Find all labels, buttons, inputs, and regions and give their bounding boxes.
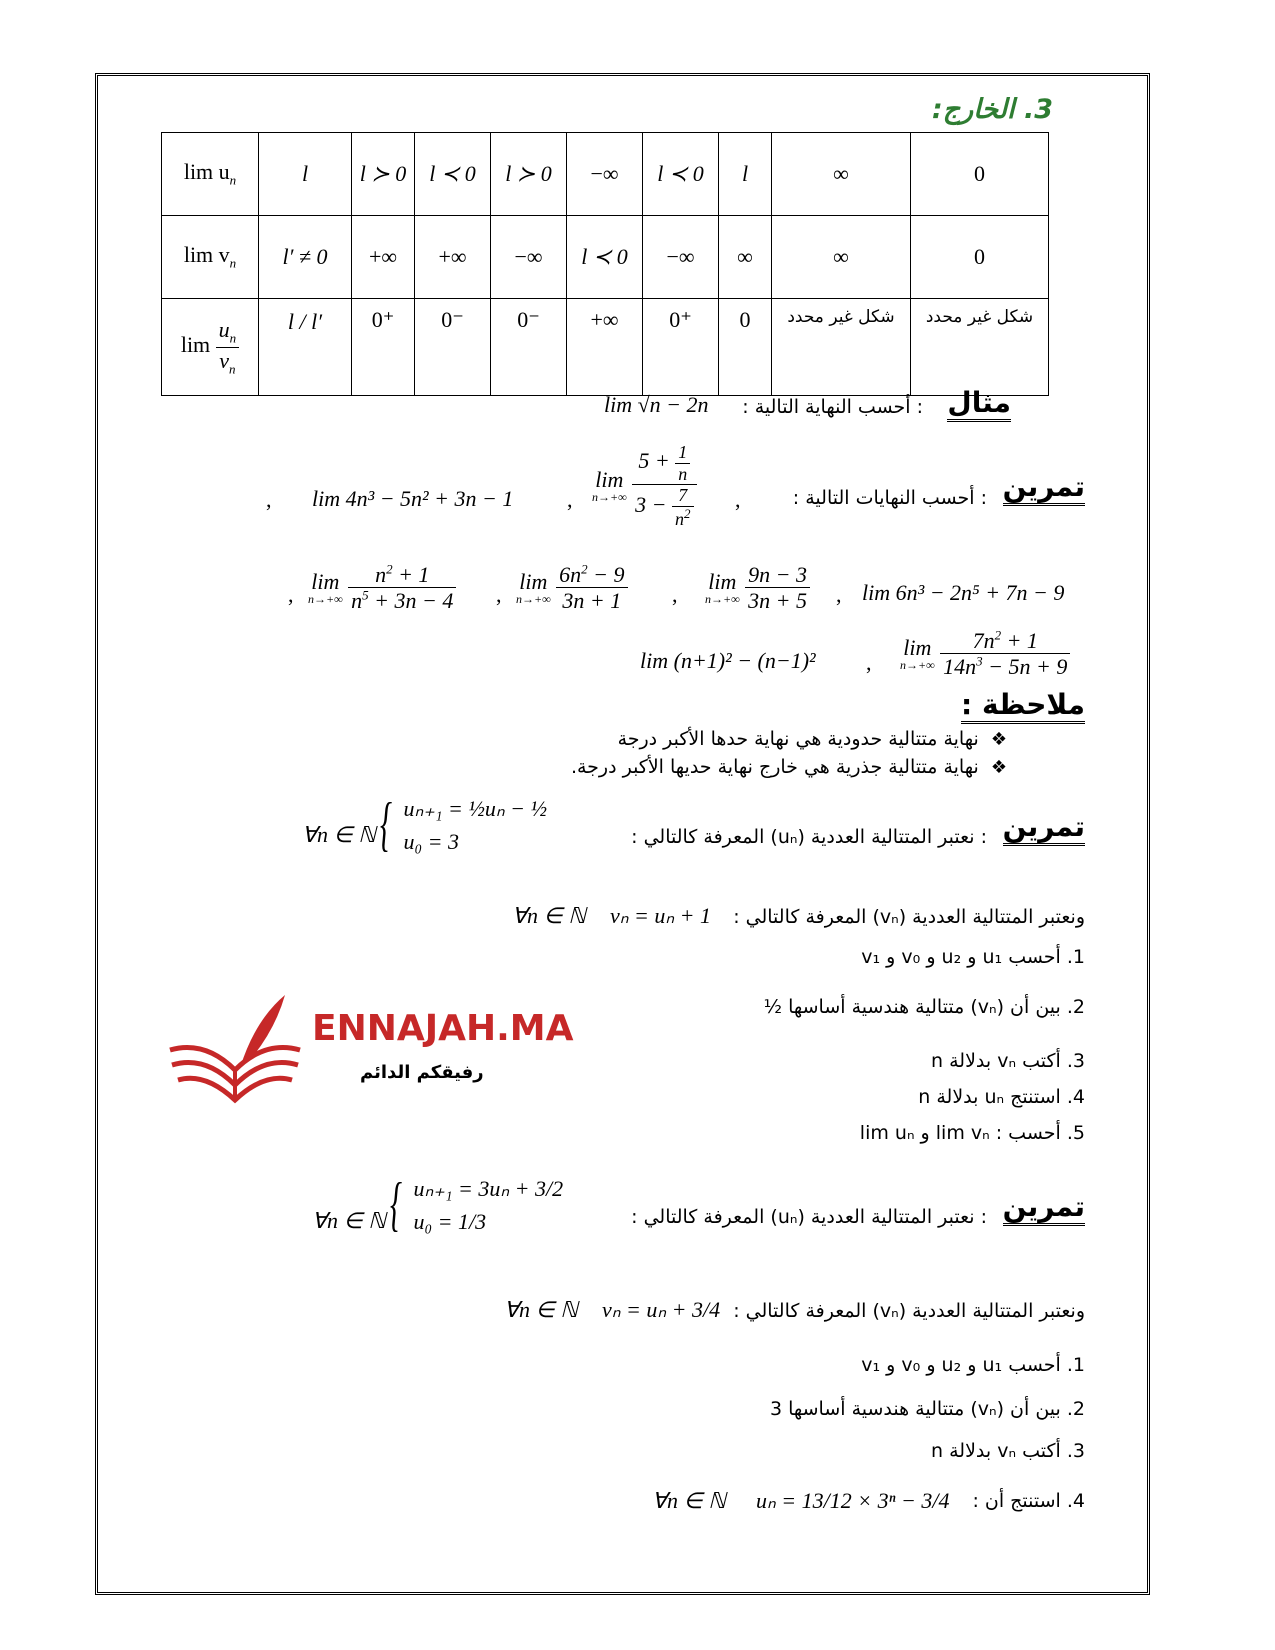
exercise2-question-2: 2. بين أن (vₙ) متتالية هندسية أساسها ½	[763, 996, 1085, 1018]
table-cell: 0	[911, 133, 1049, 216]
table-cell: l′ ≠ 0	[259, 216, 352, 299]
table-row-limit-v	[162, 216, 1049, 299]
table-cell: l ≻ 0	[352, 133, 415, 216]
exercise1-limit-polynomial: lim 4n³ − 5n² + 3n − 1	[312, 486, 514, 511]
exercise3-question-4: 4. استنتج أن :	[972, 1490, 1085, 1512]
note-heading: ملاحظة :	[961, 690, 1085, 724]
example-heading: مثال	[947, 388, 1011, 422]
forall-n: ∀n ∈ ℕ	[302, 822, 376, 847]
exercise1-limit-rational: lim n→+∞ $\frac{9n - 3}{3n + 5}$	[705, 562, 810, 614]
exercise1-limit-rational: lim n→+∞ $\frac{n^2 + 1}{n^5 + 3n - 4}$	[308, 562, 456, 614]
exercise3-system: { uₙ₊₁ = 3uₙ + 3/2 u₀ = 1/3	[390, 1171, 564, 1237]
exercise2-question-5: 5. أحسب : lim vₙ و lim uₙ	[859, 1122, 1085, 1144]
section-title: 3. الخارج:	[931, 94, 1053, 125]
table-cell: +∞	[567, 299, 643, 396]
exercise1-heading: تمرين	[1003, 472, 1085, 506]
quotient-limits-table	[161, 132, 1049, 396]
exercise2-heading: تمرين	[1003, 812, 1085, 846]
diamond-bullet-icon: ❖	[990, 729, 1007, 750]
table-cell: 0⁺	[352, 299, 415, 396]
exercise1-limit-polynomial: lim 6n³ − 2n⁵ + 7n − 9	[862, 580, 1065, 605]
table-cell: ∞	[772, 216, 911, 299]
table-row-limit-quotient	[162, 299, 1049, 396]
comma: ,	[735, 487, 741, 512]
ennajah-logo	[160, 990, 574, 1120]
exercise1-text: : أحسب النهايات التالية :	[792, 487, 987, 509]
forall-n: ∀n ∈ ℕ	[504, 1297, 578, 1322]
comma: ,	[266, 487, 272, 512]
exercise3-question-2: 2. بين أن (vₙ) متتالية هندسية أساسها 3	[769, 1398, 1085, 1420]
exercise3-conclusion-expression: uₙ = 13/12 × 3ⁿ − 3/4	[756, 1488, 950, 1513]
table-cell: l / l′	[259, 299, 352, 396]
table-cell: ∞	[772, 133, 911, 216]
logo-brand: ENNAJAH.MA	[312, 1008, 574, 1049]
table-cell: l	[259, 133, 352, 216]
table-row-limit-u	[162, 133, 1049, 216]
table-cell: 0⁻	[415, 299, 491, 396]
exercise2-question-4: 4. استنتج uₙ بدلالة n	[918, 1086, 1085, 1108]
comma: ,	[567, 487, 573, 512]
exercise2-system: { uₙ₊₁ = ½uₙ − ½ u₀ = 3	[380, 791, 547, 857]
table-cell: −∞	[567, 133, 643, 216]
table-cell: 0⁻	[491, 299, 567, 396]
exercise3-intro: : نعتبر المتتالية العددية (uₙ) المعرفة كالتالي :	[631, 1206, 987, 1228]
exercise2-second-expression: vₙ = uₙ + 1	[610, 903, 711, 928]
table-cell: +∞	[415, 216, 491, 299]
table-cell: ∞	[719, 216, 772, 299]
table-cell: 0	[719, 299, 772, 396]
exercise2-question-1: 1. أحسب u₁ و u₂ و v₀ و v₁	[861, 946, 1085, 968]
row-label-lim-u: $\lim u_n$	[162, 133, 259, 216]
table-cell: 0⁺	[643, 299, 719, 396]
example-text: : أحسب النهاية التالية :	[742, 396, 923, 418]
table-cell: 0	[911, 216, 1049, 299]
exercise3-heading: تمرين	[1003, 1192, 1085, 1226]
forall-n: ∀n ∈ ℕ	[512, 903, 586, 928]
forall-n: ∀n ∈ ℕ	[312, 1208, 386, 1233]
open-book-quill-icon	[160, 990, 310, 1120]
table-cell: +∞	[352, 216, 415, 299]
table-cell: −∞	[491, 216, 567, 299]
comma: ,	[836, 582, 842, 607]
row-label-lim-v: $\lim v_n$	[162, 216, 259, 299]
exercise1-limit-squares: lim (n+1)² − (n−1)²	[640, 648, 816, 673]
row-label-lim-quotient: lim $\frac{u_n}{v_n}$	[162, 299, 259, 396]
table-cell: l ≻ 0	[491, 133, 567, 216]
note-item-1: ❖ نهاية متتالية حدودية هي نهاية حدها الأكبر درجة	[617, 728, 1007, 750]
note-item-2: ❖ نهاية متتالية جذرية هي خارج نهاية حديها الأكبر درجة.	[570, 756, 1007, 778]
exercise1-limit-rational: lim n→+∞ $\frac{6n^2 - 9}{3n + 1}$	[516, 562, 628, 614]
exercise3-second-text: ونعتبر المتتالية العددية (vₙ) المعرفة كالتالي :	[733, 1300, 1085, 1322]
table-cell-indeterminate: شكل غير محدد	[911, 299, 1049, 396]
table-cell: −∞	[643, 216, 719, 299]
table-cell-indeterminate: شكل غير محدد	[772, 299, 911, 396]
exercise2-intro: : نعتبر المتتالية العددية (uₙ) المعرفة كالتالي :	[631, 826, 987, 848]
exercise3-second-expression: vₙ = uₙ + 3/4	[602, 1297, 721, 1322]
exercise1-limit-rational: lim n→+∞ $\frac{7n^2 + 1}{14n^3 - 5n + 9}$	[900, 628, 1070, 680]
table-cell: l ≺ 0	[415, 133, 491, 216]
table-cell: l	[719, 133, 772, 216]
table-cell: l ≺ 0	[567, 216, 643, 299]
exercise3-question-1: 1. أحسب u₁ و u₂ و v₀ و v₁	[861, 1354, 1085, 1376]
comma: ,	[288, 582, 294, 607]
diamond-bullet-icon: ❖	[990, 757, 1007, 778]
exercise3-question-3: 3. أكتب vₙ بدلالة n	[931, 1440, 1085, 1462]
example-expression: lim √n − 2n	[604, 392, 709, 417]
comma: ,	[866, 650, 872, 675]
exercise1-limit-fraction: lim n→+∞ 5 + $\frac{1}{n}$ 3 − $\frac{7}{n^2}$	[592, 442, 697, 530]
comma: ,	[672, 582, 678, 607]
forall-n: ∀n ∈ ℕ	[652, 1488, 726, 1513]
comma: ,	[496, 582, 502, 607]
exercise2-second-text: ونعتبر المتتالية العددية (vₙ) المعرفة كالتالي :	[733, 906, 1085, 928]
logo-tagline: رفيقكم الدائم	[360, 1062, 484, 1083]
exercise2-question-3: 3. أكتب vₙ بدلالة n	[931, 1050, 1085, 1072]
table-cell: l ≺ 0	[643, 133, 719, 216]
